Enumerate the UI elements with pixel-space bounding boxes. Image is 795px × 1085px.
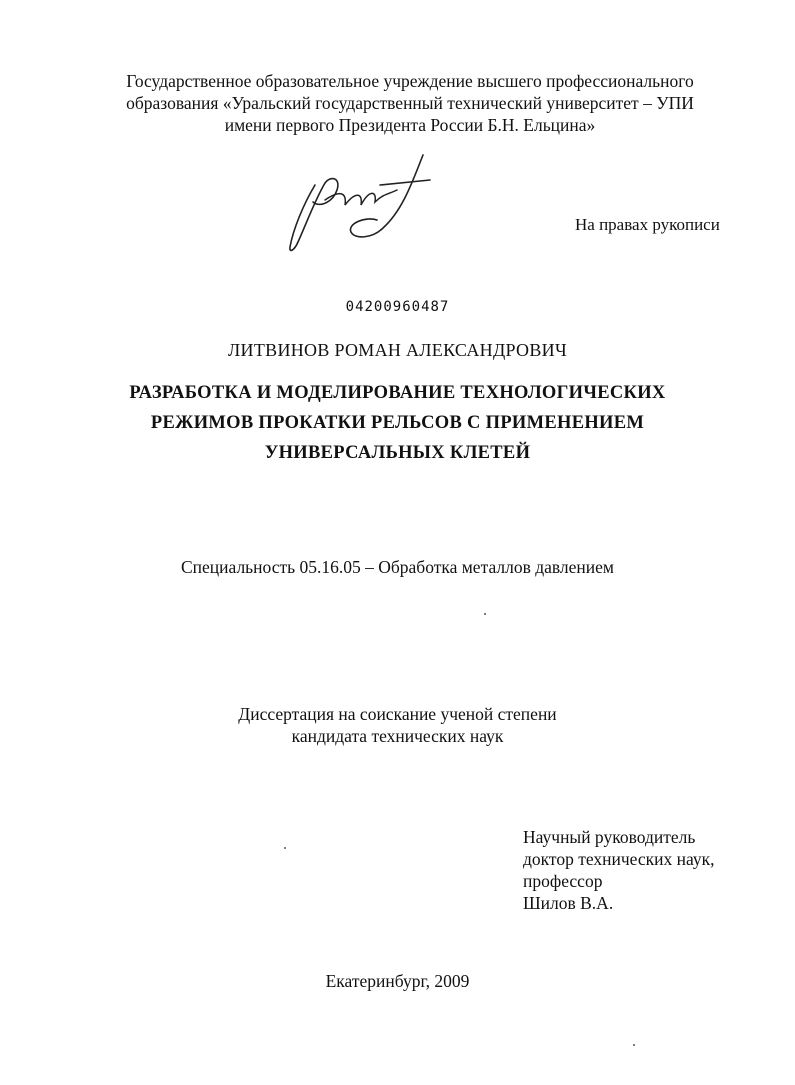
specialty-line: Специальность 05.16.05 – Обработка металлов давлением [180,557,614,577]
supervisor-block [523,826,715,914]
degree-line: кандидата технических наук [291,726,504,746]
handwritten-signature [285,150,435,255]
institution-line: имени первого Президента России Б.Н. Ельцина» [224,115,596,135]
supervisor-line: профессор [523,871,603,891]
title-line: РЕЖИМОВ ПРОКАТКИ РЕЛЬСОВ С ПРИМЕНЕНИЕМ [150,413,645,433]
manuscript-rights-note: На правах рукописи [575,215,720,234]
document-code: 04200960487 [345,299,450,315]
title-line: РАЗРАБОТКА И МОДЕЛИРОВАНИЕ ТЕХНОЛОГИЧЕСКИХ [129,383,666,403]
supervisor-line: Научный руководитель [523,827,696,847]
institution-line: образования «Уральский государственный технический университет – УПИ [126,93,694,113]
author-name: ЛИТВИНОВ РОМАН АЛЕКСАНДРОВИЧ [228,340,567,360]
supervisor-line: доктор технических наук, [523,849,715,869]
scan-speck [484,613,486,615]
supervisor-line: Шилов В.А. [523,893,614,913]
scan-speck [633,1044,635,1046]
institution-line: Государственное образовательное учреждение высшего профессионального [126,71,694,91]
degree-line: Диссертация на соискание ученой степени [238,704,557,724]
degree-statement [0,703,795,747]
scan-speck [284,847,286,849]
institution-header [60,70,760,136]
city-year: Екатеринбург, 2009 [325,971,470,991]
dissertation-title [0,378,795,468]
title-line: УНИВЕРСАЛЬНЫХ КЛЕТЕЙ [264,443,531,463]
